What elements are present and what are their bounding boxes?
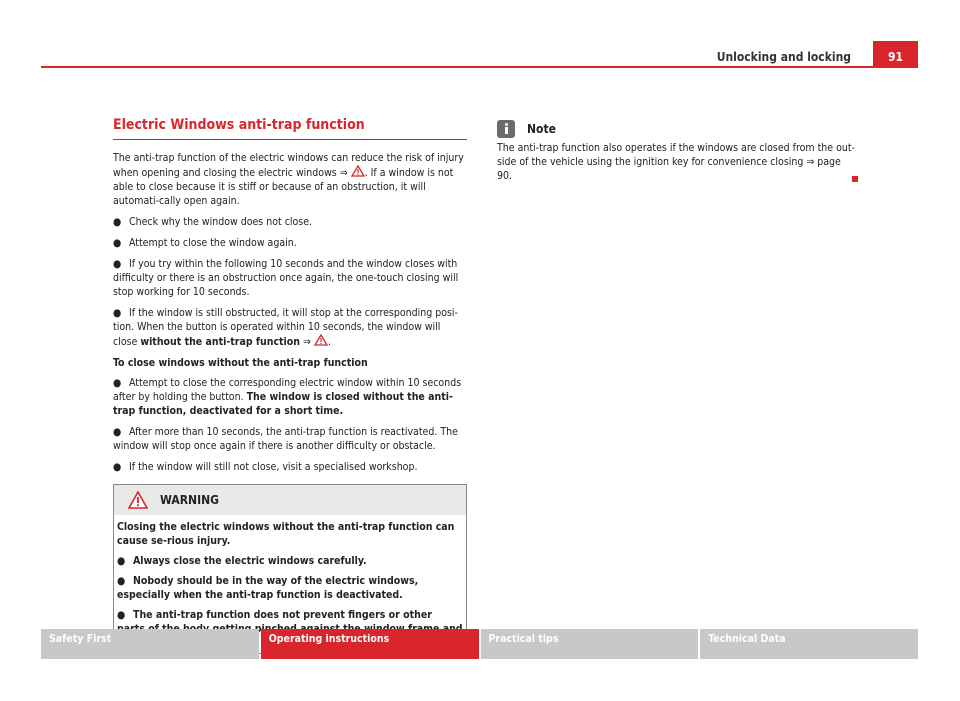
warning-header <box>114 485 466 515</box>
warning-triangle-icon <box>351 165 365 177</box>
warning-intro: Closing the electric windows without the anti-trap function can cause se-rious injury. <box>117 521 455 547</box>
bullet-glyph: ● <box>113 307 122 319</box>
note-header <box>497 120 857 138</box>
intro-paragraph: The anti-trap function of the electric windows can reduce the risk of injury when opening and closing the electric windows ⇒ . If a window is not able to close because it is stiff or because of an obstruction, it will automati-cally open again. <box>113 152 464 207</box>
footer-nav <box>41 629 918 659</box>
bullet-glyph: ● <box>117 555 126 567</box>
bullet-glyph: ● <box>113 258 122 270</box>
end-of-section-icon <box>852 176 858 182</box>
list-item: ● If you try within the following 10 seconds and the window closes with difficulty or there is an obstruction once again, the one-touch closing will stop working for 10 seconds. <box>113 258 459 298</box>
footer-tab-technical-data[interactable]: Technical Data <box>700 629 918 659</box>
bullet-glyph: ● <box>113 216 122 228</box>
bullet-glyph: ● <box>113 237 122 249</box>
footer-tab-practical-tips[interactable]: Practical tips <box>481 629 699 659</box>
warning-triangle-icon <box>314 334 328 346</box>
list-item: ● Attempt to close the window again. <box>113 237 297 249</box>
footer-tab-operating-instructions[interactable]: Operating instructions <box>261 629 479 659</box>
page-number: 91 <box>873 41 918 66</box>
main-column <box>113 116 467 654</box>
bullet-glyph: ● <box>113 377 122 389</box>
list-item: ● Attempt to close the corresponding electric window within 10 seconds after by holding the button. The window is closed without the anti-trap function, deactivated for a short time. <box>113 377 462 417</box>
note-title: Note <box>527 122 556 136</box>
note-text: The anti-trap function also operates if the windows are closed from the out-side of the vehicle using the ignition key for convenience closing ⇒ page 90. <box>497 142 855 182</box>
note-info-icon <box>497 120 515 138</box>
chapter-title: Unlocking and locking <box>716 50 851 64</box>
footer-tab-safety-first[interactable]: Safety First <box>41 629 259 659</box>
section-title: Electric Windows anti-trap function <box>113 116 467 140</box>
bullet-glyph: ● <box>113 426 122 438</box>
warning-triangle-icon <box>128 491 148 509</box>
list-item: ● After more than 10 seconds, the anti-trap function is reactivated. The window will stop once again if there is another difficulty or obstacle. <box>113 426 458 452</box>
bullet-glyph: ● <box>117 575 126 587</box>
bullet-glyph: ● <box>117 609 126 621</box>
header-rule <box>41 66 918 68</box>
list-item: ● If the window will still not close, visit a specialised workshop. <box>113 461 418 473</box>
list-item: ● Always close the electric windows carefully. <box>117 555 367 567</box>
list-item: ● Nobody should be in the way of the electric windows, especially when the anti-trap function is deactivated. <box>117 575 419 601</box>
list-item: ● The anti-trap function does not prevent fingers or other <box>117 609 432 621</box>
side-column <box>497 120 857 190</box>
warning-title: WARNING <box>160 493 219 507</box>
list-item: ● If the window is still obstructed, it will stop at the corresponding posi-tion. When the button is operated within 10 seconds, the window will close without the anti-trap function ⇒ . <box>113 307 458 348</box>
bullet-glyph: ● <box>113 461 122 473</box>
subheading: To close windows without the anti-trap function <box>113 357 368 369</box>
list-item: ● Check why the window does not close. <box>113 216 313 228</box>
